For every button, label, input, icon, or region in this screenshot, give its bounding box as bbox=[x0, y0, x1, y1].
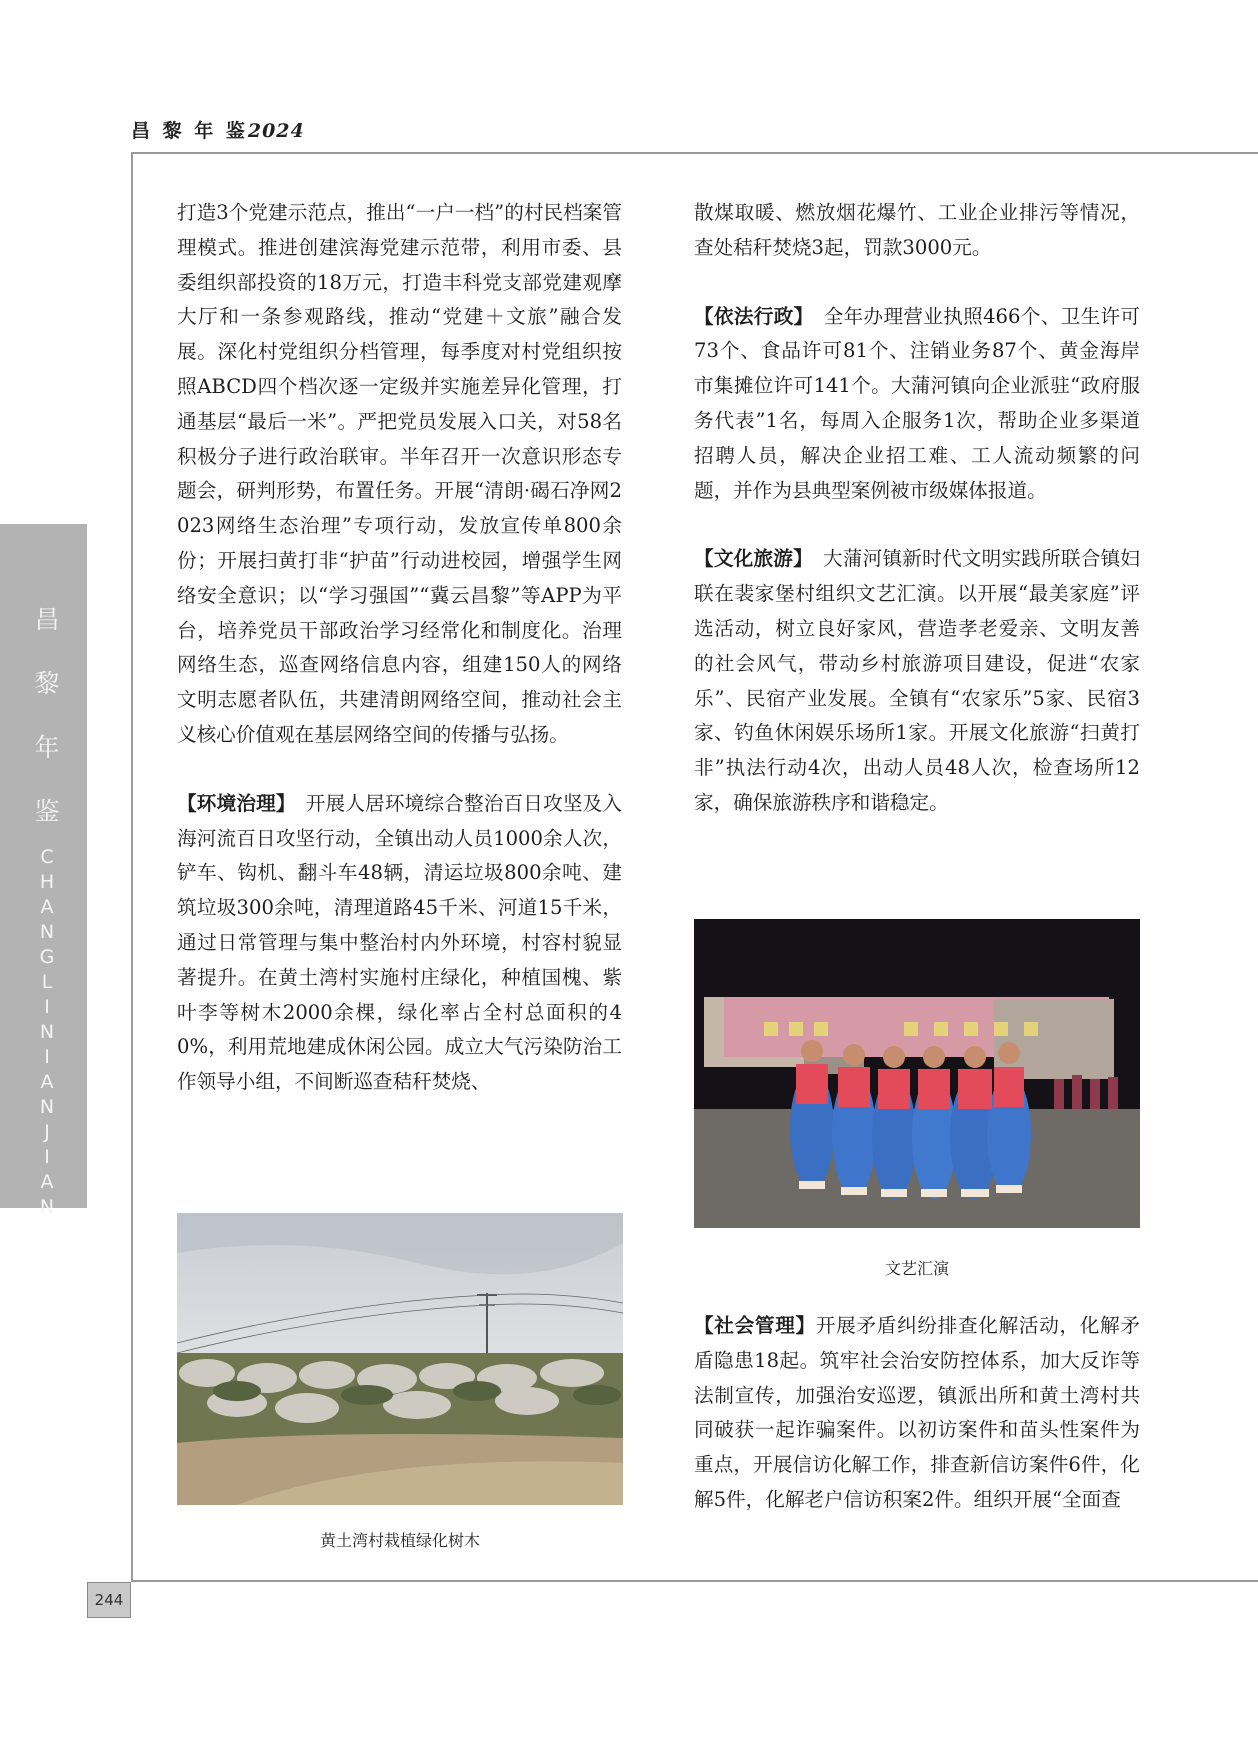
side-tab-pinyin-title bbox=[36, 845, 58, 1220]
right-column-top bbox=[694, 196, 1140, 821]
side-letter: N bbox=[39, 921, 55, 943]
frame-bottom-rule bbox=[131, 1580, 1258, 1582]
social-heading: 【社会管理】 bbox=[694, 1314, 816, 1337]
side-tab-chinese-title bbox=[34, 588, 60, 844]
culture-paragraph bbox=[694, 542, 1140, 820]
side-letter: G bbox=[39, 946, 55, 968]
side-letter: A bbox=[40, 896, 54, 918]
yearbook-title: 昌 黎 年 鉴 bbox=[131, 120, 248, 142]
tree-planting-image bbox=[177, 1213, 623, 1505]
running-header bbox=[131, 116, 305, 143]
side-letter: H bbox=[39, 871, 55, 893]
party-building-paragraph: 打造3个党建示范点，推出“一户一档”的村民档案管理模式。推进创建滨海党建示范带，利用市委、县委组织部投资的18万元，打造丰科党支部党建观摩大厅和一条参观路线，推动“党建＋文旅”融合发展。深化村党组织分档管理，每季度对村党组织按照ABCD四个档次逐一定级并实施差异化管理，打通基层“最后一米”。严把党员发展入口关，对58名积极分子进行政治联审。半年召开一次意识形态专题会，研判形势，布置任务。开展“清朗·碣石净网2023网络生态治理”专项行动，发放宣传单800余份；开展扫黄打非“护苗”行动进校园，增强学生网络安全意识；以“学习强国”“冀云昌黎”等APP为平台，培养党员干部政治学习经常化和制度化。治理网络生态，巡查网络信息内容，组建150人的网络文明志愿者队伍，共建清朗网络空间，推动社会主义核心价值观在基层网络空间的传播与弘扬。 bbox=[177, 201, 622, 746]
side-char: 鉴 bbox=[34, 797, 60, 826]
law-paragraph bbox=[694, 300, 1140, 509]
side-letter: N bbox=[39, 1196, 55, 1218]
side-letter: N bbox=[39, 1096, 55, 1118]
social-paragraph bbox=[694, 1309, 1140, 1518]
environment-paragraph bbox=[177, 787, 622, 1100]
side-letter: I bbox=[44, 1146, 50, 1168]
caption-tree-planting: 黄土湾村栽植绿化树木 bbox=[319, 1531, 480, 1550]
side-char: 黎 bbox=[34, 669, 60, 698]
side-char: 年 bbox=[34, 733, 60, 762]
side-letter: L bbox=[41, 971, 53, 993]
social-body: 开展矛盾纠纷排查化解活动，化解矛盾隐患18起。筑牢社会治安防控体系，加大反诈等法制宣传，加强治安巡逻，镇派出所和黄土湾村共同破获一起诈骗案件。以初访案件和苗头性案件为重点，开展信访化解工作，排查新信访案件6件，化解5件，化解老户信访积案2件。组织开展“全面查 bbox=[694, 1314, 1141, 1511]
right-column-bottom bbox=[694, 1309, 1140, 1518]
side-letter: N bbox=[39, 1021, 55, 1043]
side-letter: A bbox=[40, 1171, 54, 1193]
side-letter: I bbox=[44, 1046, 50, 1068]
page-number: 244 bbox=[87, 1582, 131, 1618]
pollution-paragraph: 散煤取暖、燃放烟花爆竹、工业企业排污等情况，查处秸秆焚烧3起，罚款3000元。 bbox=[694, 201, 1140, 259]
environment-heading: 【环境治理】 bbox=[177, 791, 286, 815]
side-char: 昌 bbox=[34, 605, 60, 634]
side-letter: A bbox=[40, 1071, 54, 1093]
side-letter: I bbox=[44, 996, 50, 1018]
left-column bbox=[177, 196, 622, 1100]
culture-heading: 【文化旅游】 bbox=[694, 547, 804, 571]
culture-body: 大蒲河镇新时代文明实践所联合镇妇联在裴家堡村组织文艺汇演。以开展“最美家庭”评选活动，树立良好家风，营造孝老爱亲、文明友善的社会风气，带动乡村旅游项目建设，促进“农家乐”、民宿产业发展。全镇有“农家乐”5家、民宿3家、钓鱼休闲娱乐场所1家。开展文化旅游“扫黄打非”执法行动4次，出动人员48人次，检查场所12家，确保旅游秩序和谐稳定。 bbox=[694, 547, 1141, 814]
frame-top-rule bbox=[131, 152, 1258, 154]
side-letter: J bbox=[44, 1121, 50, 1143]
law-heading: 【依法行政】 bbox=[694, 304, 804, 328]
side-letter: C bbox=[40, 846, 54, 868]
law-body: 全年办理营业执照466个、卫生许可73个、食品许可81个、注销业务87个、黄金海岸市集摊位许可141个。大蒲河镇向企业派驻“政府服务代表”1名，每周入企服务1次，帮助企业多渠道招聘人员，解决企业招工难、工人流动频繁的问题，并作为县典型案例被市级媒体报道。 bbox=[694, 304, 1141, 502]
caption-performance: 文艺汇演 bbox=[884, 1259, 949, 1278]
photo-performance bbox=[694, 919, 1140, 1228]
yearbook-year: 2024 bbox=[247, 120, 305, 142]
performance-image bbox=[694, 919, 1140, 1228]
frame-left-rule bbox=[131, 152, 133, 1582]
environment-body: 开展人居环境综合整治百日攻坚及入海河流百日攻坚行动，全镇出动人员1000余人次，铲车、钩机、翻斗车48辆，清运垃圾800余吨、建筑垃圾300余吨，清理道路45千米、河道15千米，通过日常管理与集中整治村内外环境，村容村貌显著提升。在黄土湾村实施村庄绿化，种植国槐、紫叶李等树木2000余棵，绿化率占全村总面积的40%，利用荒地建成休闲公园。成立大气污染防治工作领导小组，不间断巡查秸秆焚烧、 bbox=[177, 791, 623, 1094]
photo-tree-planting bbox=[177, 1213, 623, 1505]
